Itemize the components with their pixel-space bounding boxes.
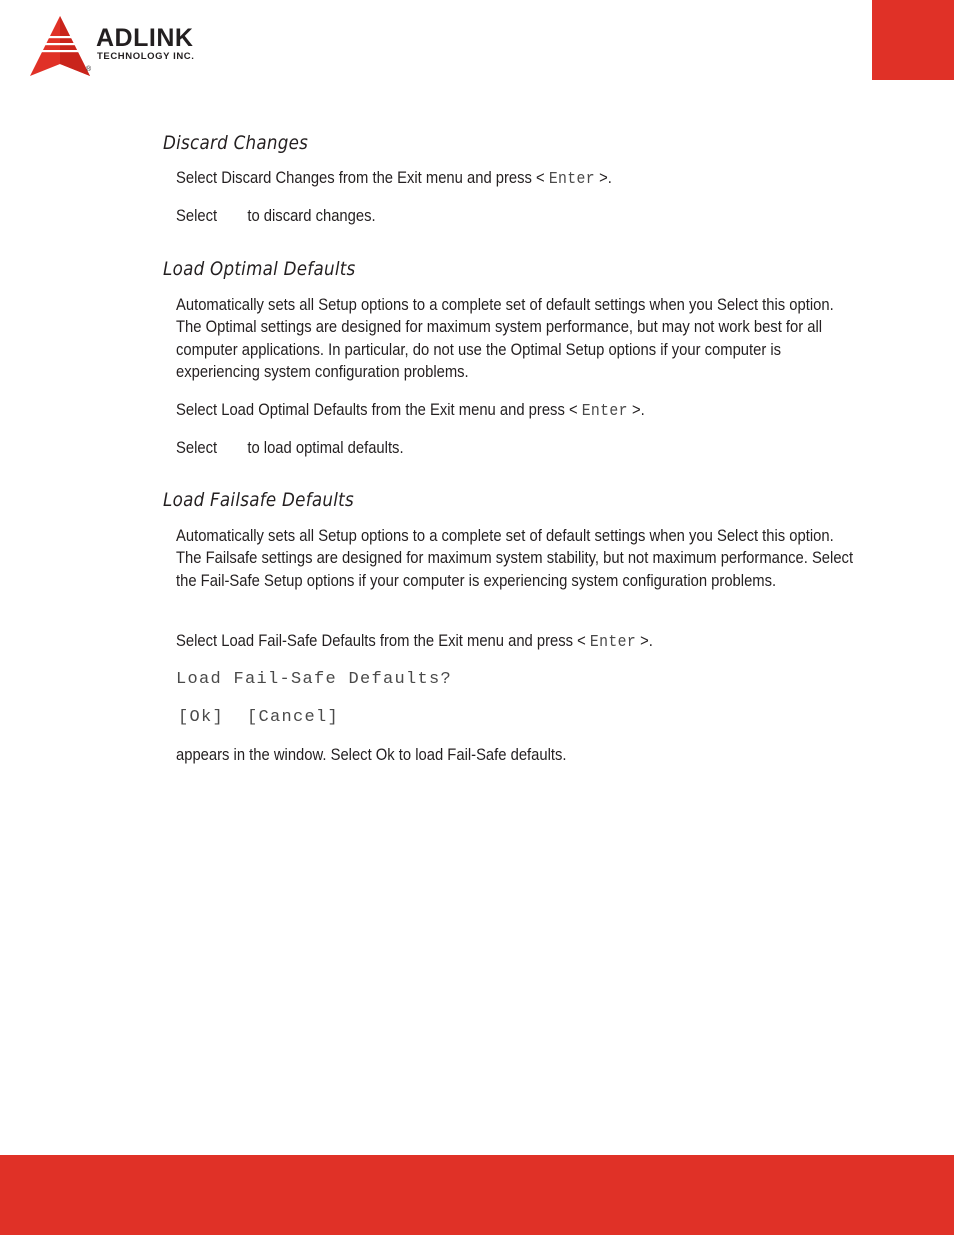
dialog-cancel-button: [Cancel] — [247, 708, 340, 727]
enter-key-label: Enter — [548, 170, 595, 189]
failsafe-dialog-prompt: Load Fail-Safe Defaults? — [176, 670, 453, 689]
dialog-ok-button: [Ok] — [178, 708, 225, 727]
discard-instruction-end: >. — [599, 168, 612, 187]
optimal-instruction-text: Select Load Optimal Defaults from the Exit menu and press < — [176, 400, 578, 419]
optimal-instruction — [176, 399, 645, 423]
discard-instruction — [176, 167, 612, 191]
section-title-load-failsafe-defaults: Load Failsafe Defaults — [163, 489, 354, 511]
section-title-discard-changes: Discard Changes — [163, 132, 309, 154]
discard-confirm-text: to discard changes. — [247, 206, 376, 225]
discard-confirm — [176, 205, 376, 227]
enter-key-label: Enter — [581, 402, 628, 421]
brand-name: ADLINK — [96, 24, 194, 52]
optimal-description: Automatically sets all Setup options to a complete set of default settings when you Select this option. The Optimal settings are designed for maximum system performance, but may not work best for all computer applications. In particular, do not use the Optimal Setup options if your computer is experiencing system configuration problems. — [176, 295, 834, 381]
brand-subtitle: TECHNOLOGY INC. — [97, 51, 195, 62]
enter-key-label: Enter — [589, 633, 637, 652]
failsafe-description: Automatically sets all Setup options to a complete set of default settings when you Select this option. The Failsafe settings are designed for maximum system stability, but not maximum performance. Select the Fail-Safe Setup options if your computer is experiencing system configuration problems. — [176, 526, 854, 590]
discard-instruction-text: Select Discard Changes from the Exit menu and press < — [176, 168, 545, 187]
footer-bar — [0, 1155, 954, 1235]
registered-mark: ® — [86, 66, 92, 73]
optimal-confirm — [176, 437, 404, 459]
optimal-instruction-end: >. — [631, 400, 645, 419]
failsafe-instruction-end: >. — [640, 631, 653, 650]
optimal-confirm-text: to load optimal defaults. — [247, 438, 404, 457]
corner-tab — [872, 0, 954, 80]
discard-select-word: Select — [176, 206, 218, 225]
failsafe-instruction-text: Select Load Fail-Safe Defaults from the Exit menu and press < — [176, 631, 586, 650]
optimal-select-word: Select — [176, 438, 218, 457]
failsafe-dialog-buttons — [178, 707, 339, 729]
failsafe-result: appears in the window. Select Ok to load Fail-Safe defaults. — [176, 745, 567, 764]
section-title-load-optimal-defaults: Load Optimal Defaults — [163, 258, 356, 280]
adlink-logo — [30, 14, 230, 78]
failsafe-instruction — [176, 630, 653, 654]
